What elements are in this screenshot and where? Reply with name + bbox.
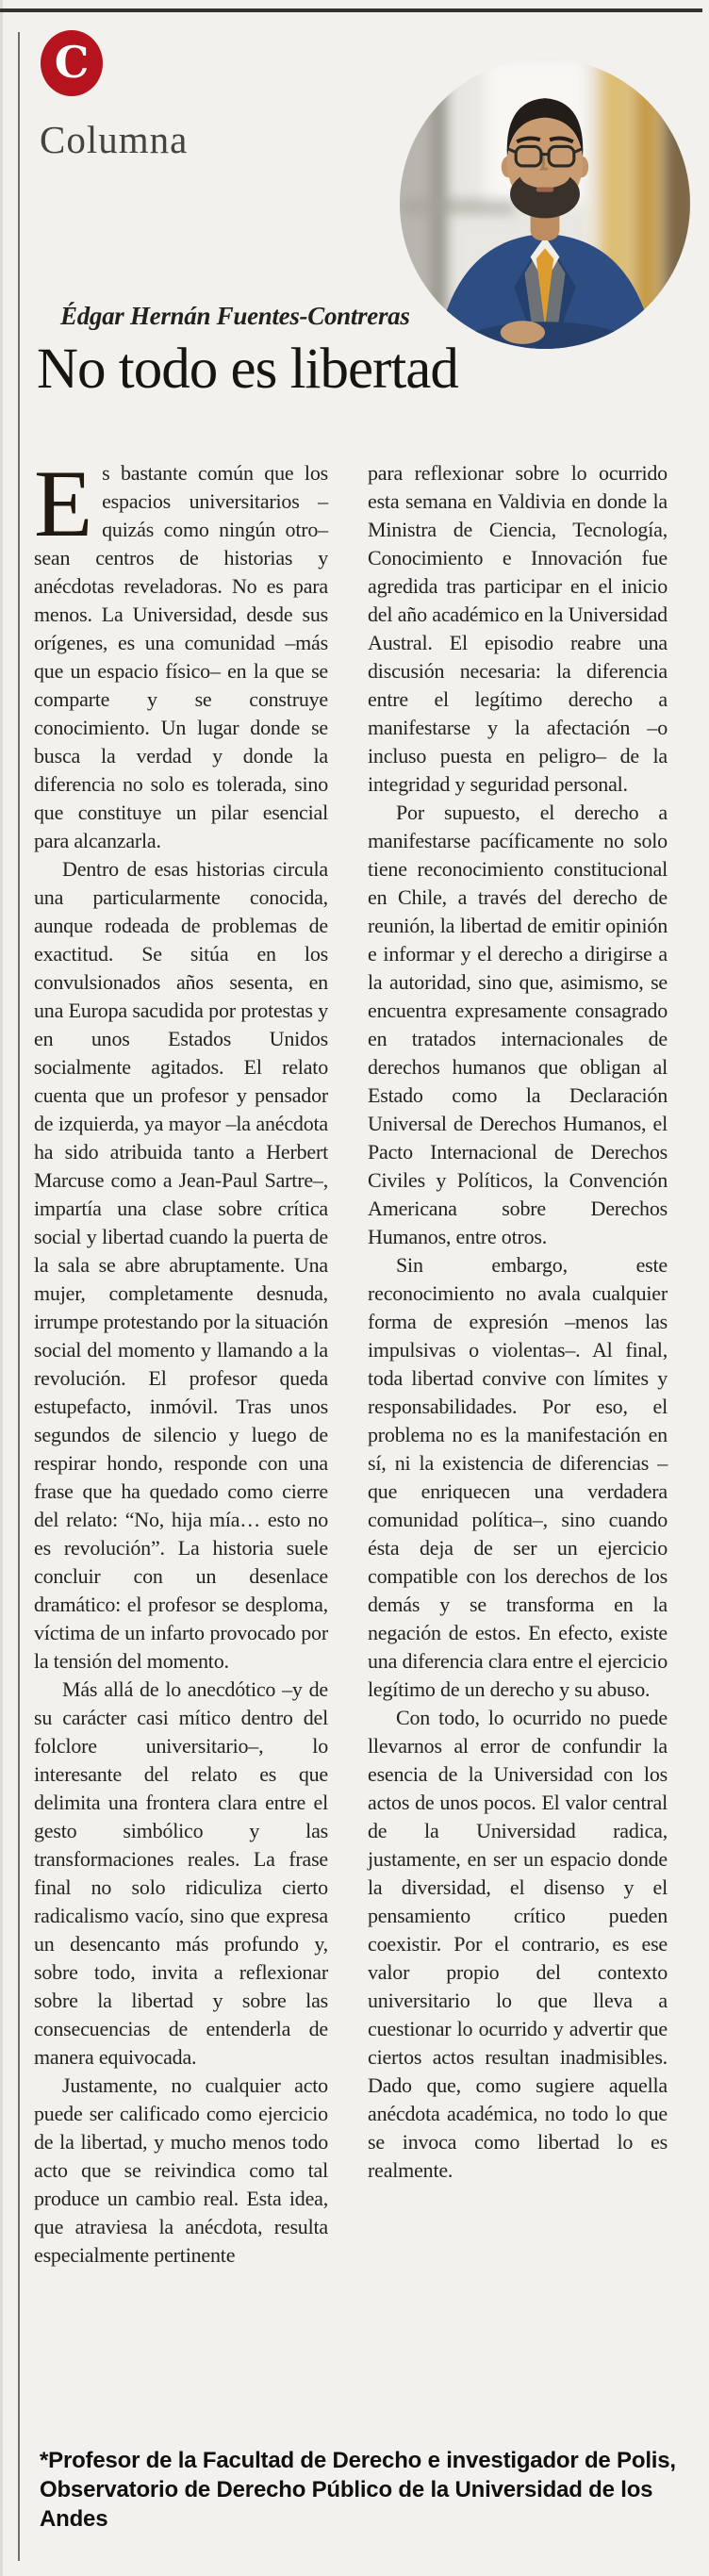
paragraph-6: Por supuesto, el derecho a manifestarse pacíficamente no solo tiene reconocimiento constitucional en Chile, a través del derecho de reunión, la libertad de emitir opinión e informar y el derecho a dirigirse a la autoridad, sino que, asimismo, se encuentra expresamente consagrado en tratados internacionales de derechos humanos que obligan al Estado como la Declaración Universal de Derechos Humanos, el Pacto Internacional de Derechos Civiles y Políticos, la Convención Americana sobre Derechos Humanos, entre otros. [368, 801, 668, 1248]
author-name: Édgar Hernán Fuentes-Contreras [60, 302, 410, 330]
paragraph-7: Sin embargo, este reconocimiento no avala cualquier forma de expresión –menos las impulsivas o violentas–. Al final, toda libertad convive con límites y responsabilidades. Por eso, el problema no es la manifestación en sí, ni la existencia de diferencias –que enriquecen una verdadera comunidad política–, sino cuando ésta deja de ser un ejercicio compatible con los derechos de los demás y se transforma en la negación de estos. En efecto, existe una diferencia clara entre el ejercicio legítimo de un derecho y su abuso. [368, 1253, 668, 1701]
drop-cap: E [34, 451, 93, 557]
section-label: Columna [40, 118, 189, 161]
mouth [536, 188, 553, 192]
author-portrait-illustration [400, 58, 690, 349]
article-column-left [34, 451, 328, 2270]
author-photo [400, 58, 690, 349]
hand [501, 321, 545, 344]
paragraph-1 [34, 451, 328, 855]
article-title: No todo es libertad [37, 338, 458, 401]
top-divider [0, 8, 702, 12]
paragraph-3: Más allá de lo anecdótico –y de su carácter casi mítico dentro del folclore universitario–, lo interesante del relato es que delimita una frontera clara entre el gesto simbólico y las transformaciones reales. La frase final no solo ridiculiza cierto radicalismo vacío, sino que expresa un desencanto más profundo y, sobre todo, invita a reflexionar sobre la libertad y sobre las consecuencias de entenderla de manera equivocada. [34, 1677, 328, 2069]
paragraph-5: para reflexionar sobre lo ocurrido esta semana en Valdivia en donde la Ministra de Ciencia, Tecnología, Conocimiento e Innovación fue agredida tras participar en el inicio del año académico en la Universidad Austral. El episodio reabre una discusión necesaria: la diferencia entre el legítimo derecho a manifestarse y la afectación –o incluso puesta en peligro– de la integridad y seguridad personal. [368, 461, 668, 796]
author-credit: *Profesor de la Facultad de Derecho e investigador de Polis, Observatorio de Derecho Público de la Universidad de los Andes [40, 2448, 676, 2532]
paragraph-8: Con todo, lo ocurrido no puede llevarnos al error de confundir la esencia de la Universidad con los actos de unos pocos. El valor central de la Universidad radica, justamente, en ser un espacio donde la diversidad, el disenso y el pensamiento crítico pueden coexistir. Por el contrario, es ese valor propio del contexto universitario lo que lleva a cuestionar lo ocurrido y advertir que ciertos actos resultan inadmisibles. Dado que, como sugiere aquella anécdota académica, no todo lo que se invoca como libertad lo es realmente. [368, 1706, 668, 2182]
paragraph-4: Justamente, no cualquier acto puede ser calificado como ejercicio de la libertad, y mucho menos todo acto que se reivindica como tal produce un cambio real. Esta idea, que atraviesa la anécdota, resulta especialmente pertinente [34, 2073, 328, 2267]
left-divider [18, 32, 20, 2561]
section-badge-letter: C [54, 37, 90, 88]
paragraph-2: Dentro de esas historias circula una particularmente conocida, aunque rodeada de problemas de exactitud. Se sitúa en los convulsionados años sesenta, en una Europa sacudida por protestas y en unos Estados Unidos socialmente agitados. El relato cuenta que un profesor y pensador de izquierda, ya mayor –la anécdota ha sido atribuida tanto a Herbert Marcuse como a Jean-Paul Sartre–, impartía una clase sobre crítica social y libertad cuando la puerta de la sala se abre abruptamente. Una mujer, completamente desnuda, irrumpe protestando por la situación social del momento y llamando a la revolución. El profesor queda estupefacto, inmóvil. Tras unos segundos de silencio y luego de respirar hondo, responde con una frase que ha quedado como cierre del relato: “No, hija mía… esto no es revolución”. La historia suele concluir con un desenlace dramático: el profesor se desploma, víctima de un infarto provocado por la tensión del momento. [34, 857, 328, 1673]
page-edge-artifact [0, 0, 3, 2576]
section-badge [41, 30, 103, 96]
paragraph-1-text: s bastante común que los espacios universitarios –quizás como ningún otro– sean centros de historias y anécdotas reveladoras. No es para menos. La Universidad, desde sus orígenes, es una comunidad –más que un espacio físico– en la que se comparte y se construye conocimiento. Un lugar donde se busca la verdad y donde la diferencia no solo es tolerada, sino que constituye un pilar esencial para alcanzarla. [34, 461, 328, 852]
article-column-right [368, 459, 668, 2185]
